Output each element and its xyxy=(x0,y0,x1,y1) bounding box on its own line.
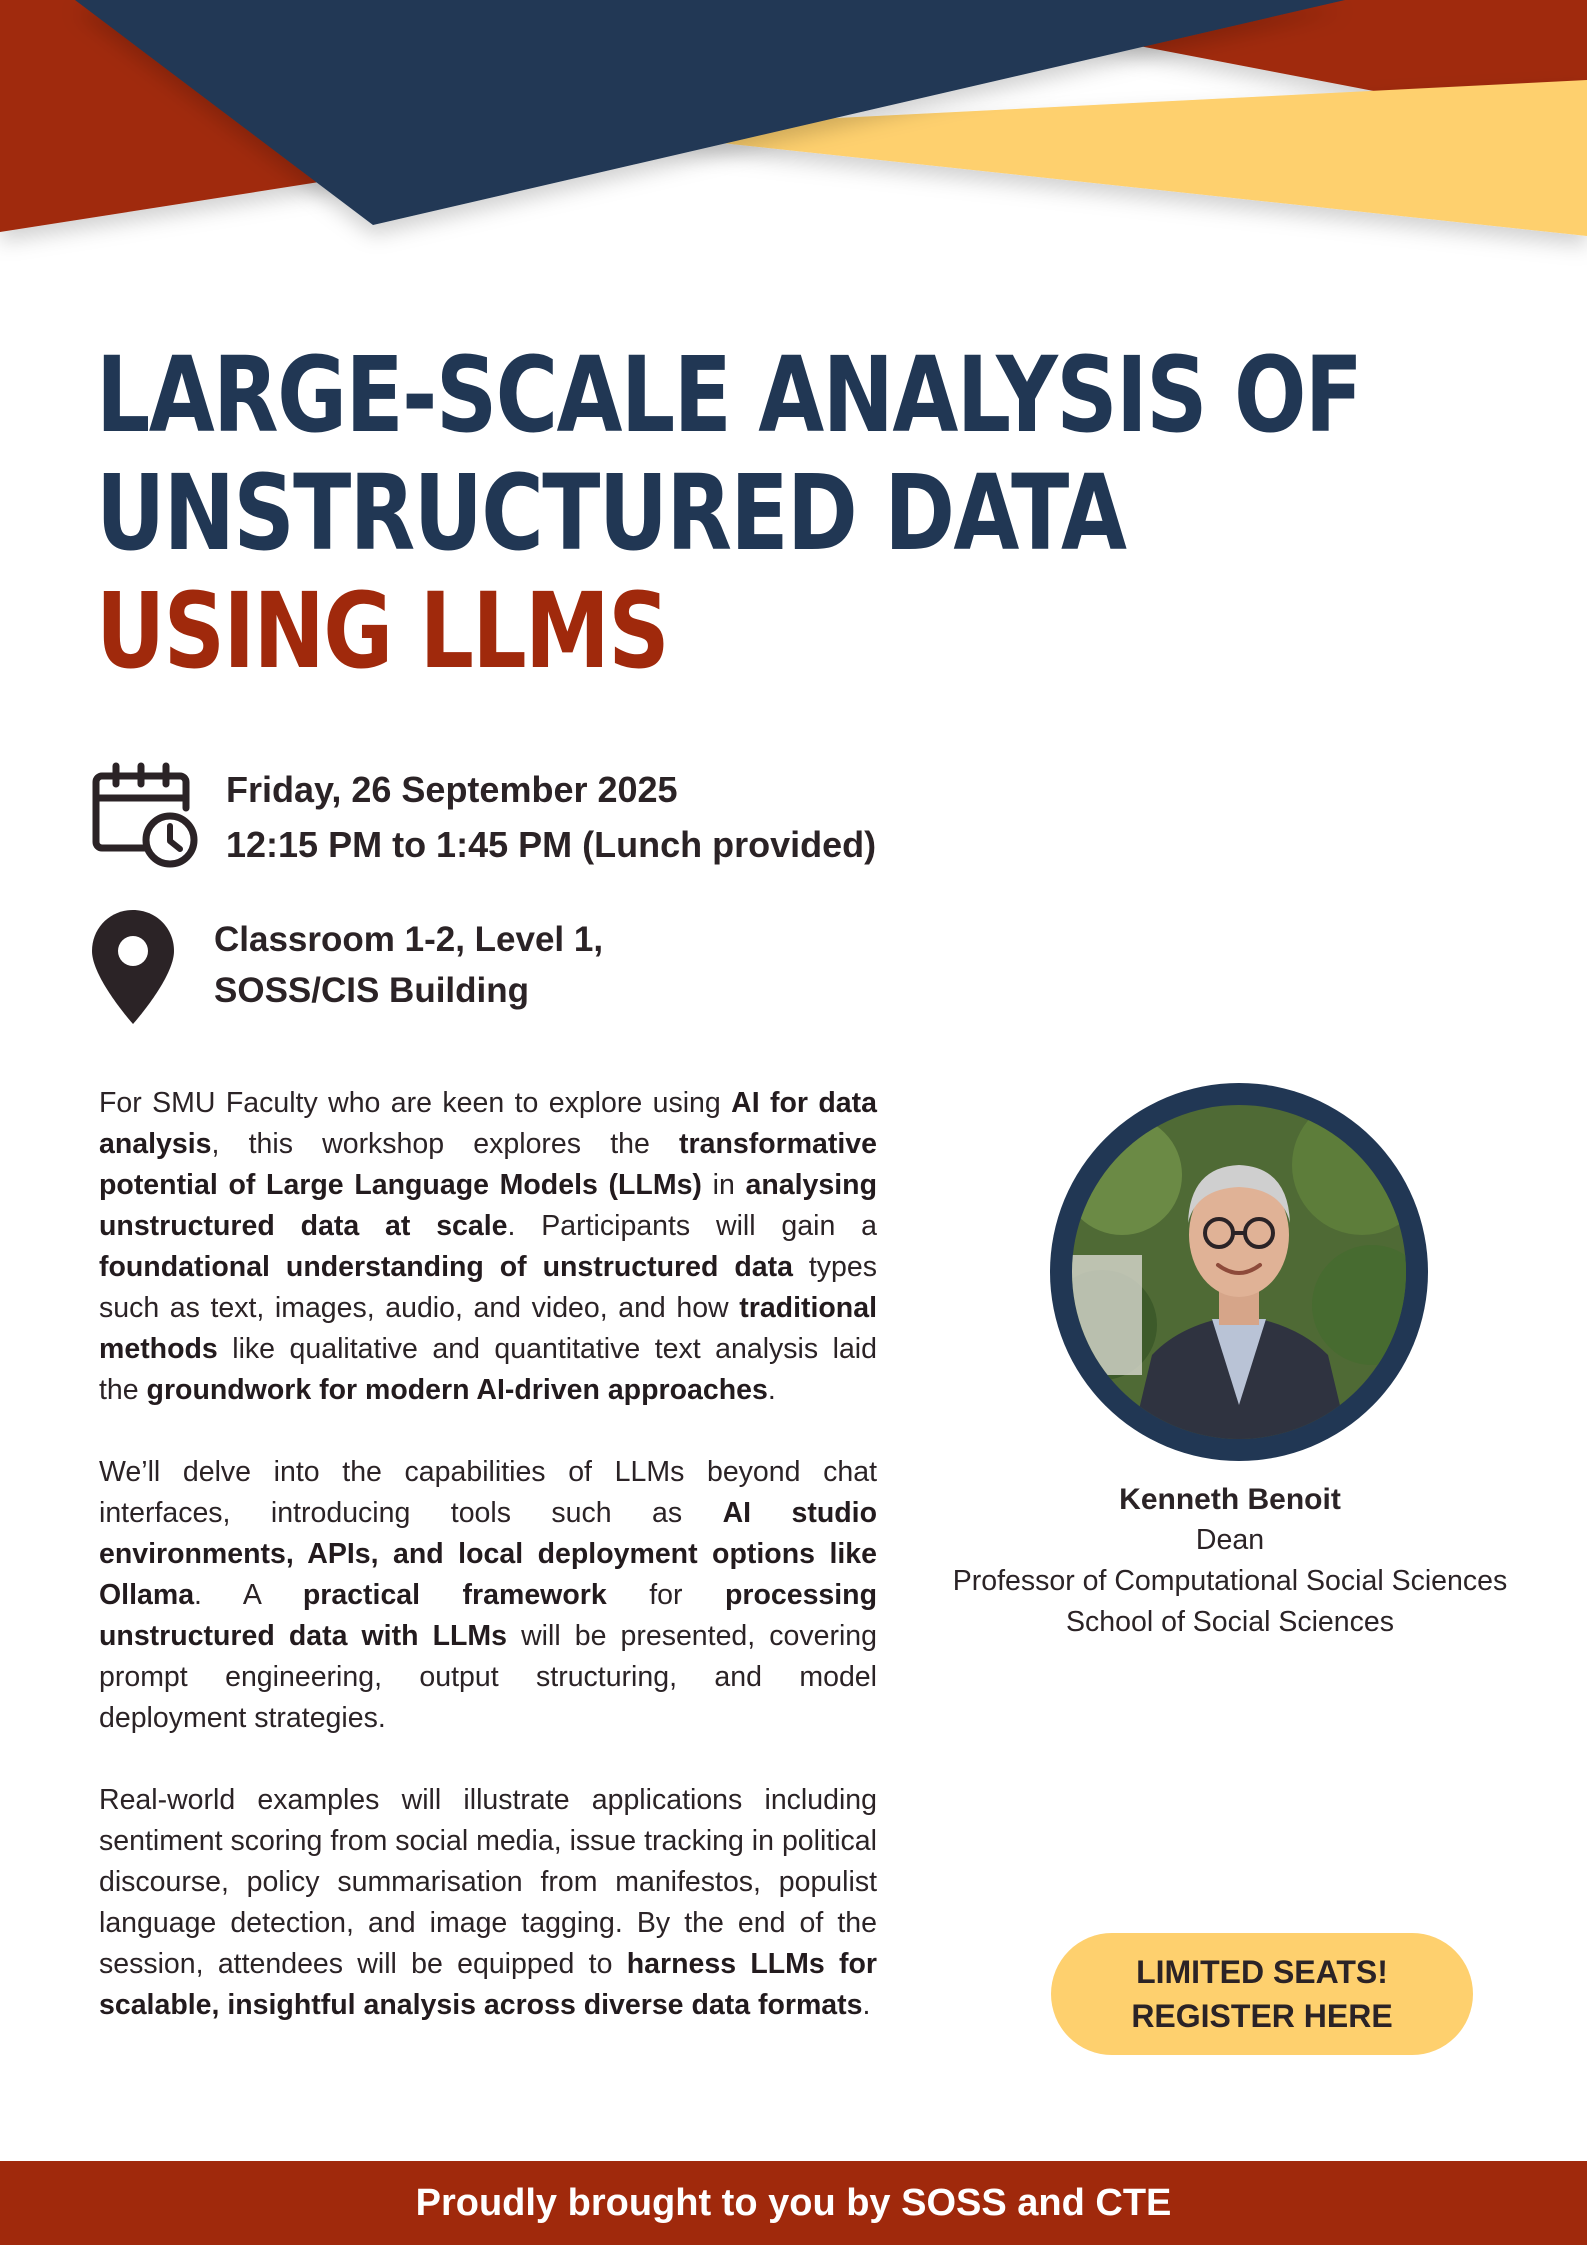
footer-banner xyxy=(0,2161,1587,2245)
emphasis-text: traditional methods xyxy=(99,1292,877,1365)
speaker-info xyxy=(880,1479,1580,1643)
location-line-2: SOSS/CIS Building xyxy=(214,971,530,1010)
speaker-school: School of Social Sciences xyxy=(1066,1606,1394,1638)
emphasis-text: groundwork for modern AI-driven approaches xyxy=(146,1374,768,1406)
speaker-name: Kenneth Benoit xyxy=(1119,1483,1341,1516)
body-text-segment: . xyxy=(862,1989,871,2021)
body-text-segment: . Participants will gain a xyxy=(507,1210,877,1242)
speaker-title: Professor of Computational Social Sciences xyxy=(952,1565,1508,1597)
emphasis-text: AI for data analysis xyxy=(99,1087,877,1160)
emphasis-text: analysing unstructured data at scale xyxy=(99,1169,877,1242)
location-line-1: Classroom 1-2, Level 1, xyxy=(214,920,604,959)
emphasis-text: AI studio environments, APIs, and local deployment options like Ollama xyxy=(99,1497,877,1611)
emphasis-text: processing unstructured data with LLMs xyxy=(99,1579,877,1652)
description-paragraph xyxy=(99,1780,877,2026)
calendar-clock-icon xyxy=(92,762,200,870)
description-paragraph xyxy=(99,1083,877,1411)
body-text-segment: in xyxy=(701,1169,746,1201)
workshop-description xyxy=(99,1083,877,2067)
register-button-line-2: REGISTER HERE xyxy=(1131,1998,1393,2034)
page-title xyxy=(96,334,1362,692)
speaker-photo xyxy=(1050,1083,1428,1461)
register-button[interactable] xyxy=(1051,1933,1473,2055)
body-text-segment: Real-world examples will illustrate applications including sentiment scoring from social media, issue tracking in political discourse, policy summarisation from manifestos, populist language detection, and image tagging. By the end of the session, attendees will be equipped to xyxy=(99,1784,877,1980)
emphasis-text: harness LLMs for scalable, insightful analysis across diverse data formats xyxy=(99,1948,877,2021)
event-datetime xyxy=(92,762,876,872)
register-button-line-1: LIMITED SEATS! xyxy=(1136,1954,1388,1990)
body-text-segment: for xyxy=(606,1579,725,1611)
body-text-segment: , this workshop explores the xyxy=(211,1128,680,1160)
body-text-segment: . A xyxy=(194,1579,303,1611)
event-time: 12:15 PM to 1:45 PM (Lunch provided) xyxy=(226,824,877,865)
emphasis-text: transformative potential of Large Language Models (LLMs) xyxy=(99,1128,877,1201)
emphasis-text: foundational understanding of unstructured data xyxy=(99,1251,793,1283)
title-line-1: LARGE-SCALE ANALYSIS OF xyxy=(96,334,1362,456)
location-pin-icon xyxy=(92,910,174,1026)
event-location xyxy=(92,910,603,1026)
emphasis-text: practical framework xyxy=(302,1579,607,1611)
speaker-role: Dean xyxy=(1195,1524,1265,1556)
speaker-portrait-image xyxy=(1072,1105,1406,1439)
footer-text: Proudly brought to you by SOSS and CTE xyxy=(415,2181,1172,2224)
body-text-segment: types such as text, images, audio, and video, and how xyxy=(99,1251,877,1324)
body-text-segment: For SMU Faculty who are keen to explore using xyxy=(99,1087,732,1119)
title-line-2: UNSTRUCTURED DATA xyxy=(96,452,1126,574)
body-text-segment: . xyxy=(767,1374,776,1406)
body-text-segment: will be presented, covering prompt engineering, output structuring, and model deployment strategies. xyxy=(99,1620,877,1734)
decorative-banner xyxy=(0,0,1587,280)
body-text-segment: like qualitative and quantitative text analysis laid the xyxy=(99,1333,877,1406)
event-date: Friday, 26 September 2025 xyxy=(226,769,678,810)
title-line-3: USING LLMS xyxy=(96,570,669,692)
body-text-segment: We’ll delve into the capabilities of LLMs beyond chat interfaces, introducing tools such as xyxy=(99,1456,877,1529)
description-paragraph xyxy=(99,1452,877,1739)
